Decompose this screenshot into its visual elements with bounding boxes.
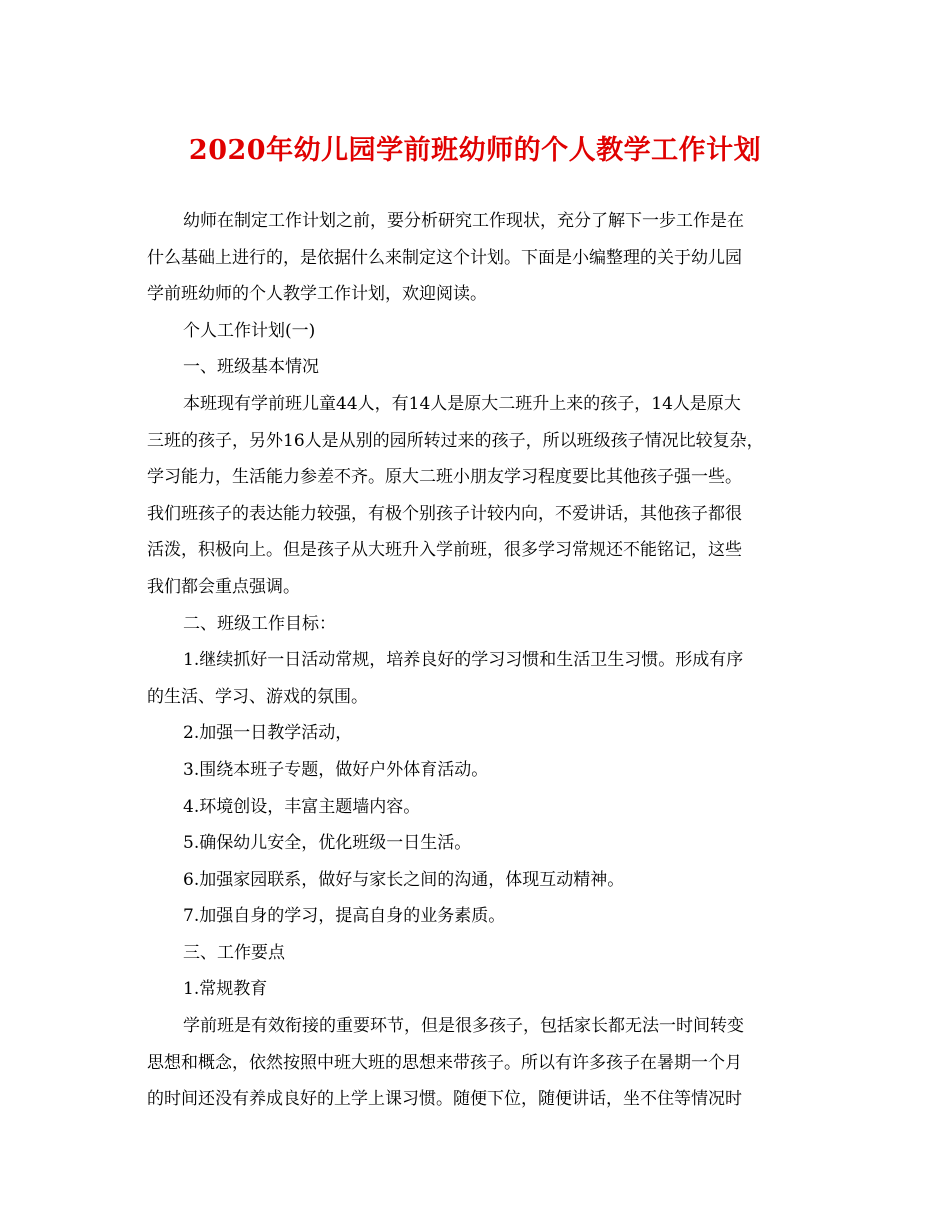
paragraph-line: 什么基础上进行的，是依据什么来制定这个计划。下面是小编整理的关于幼儿园	[147, 247, 742, 268]
document-title: 2020年幼儿园学前班幼师的个人教学工作计划	[188, 135, 762, 166]
subsection-heading: 1.常规教育	[183, 979, 268, 1000]
paragraph-line: 我们都会重点强调。	[147, 576, 300, 597]
document-body	[147, 203, 827, 1118]
list-item: 4.环境创设，丰富主题墙内容。	[183, 796, 421, 817]
list-item: 6.加强家园联系，做好与家长之间的沟通，体现互动精神。	[183, 869, 625, 890]
list-item: 7.加强自身的学习，提高自身的业务素质。	[183, 906, 506, 927]
paragraph-line: 学前班幼师的个人教学工作计划，欢迎阅读。	[147, 284, 487, 305]
paragraph-line: 活泼，积极向上。但是孩子从大班升入学前班，很多学习常规还不能铭记，这些	[147, 540, 742, 561]
paragraph-line: 学习能力，生活能力参差不齐。原大二班小朋友学习程度要比其他孩子强一些。	[147, 467, 742, 488]
paragraph-line: 思想和概念，依然按照中班大班的思想来带孩子。所以有许多孩子在暑期一个月	[147, 1052, 742, 1073]
list-item-continuation: 的生活、学习、游戏的氛围。	[147, 686, 368, 707]
list-item: 3.围绕本班子专题，做好户外体育活动。	[183, 759, 489, 780]
list-item: 1.继续抓好一日活动常规，培养良好的学习习惯和生活卫生习惯。形成有序	[183, 650, 744, 671]
section-heading: 三、工作要点	[183, 942, 285, 963]
section-heading: 个人工作计划(一)	[183, 320, 316, 341]
paragraph-line: 本班现有学前班儿童44人，有14人是原大二班升上来的孩子，14人是原大	[183, 393, 741, 414]
section-heading: 二、班级工作目标：	[183, 613, 336, 634]
section-heading: 一、班级基本情况	[183, 357, 319, 378]
paragraph-line: 幼师在制定工作计划之前，要分析研究工作现状，充分了解下一步工作是在	[183, 211, 744, 231]
paragraph-line: 三班的孩子，另外16人是从别的园所转过来的孩子，所以班级孩子情况比较复杂，	[147, 430, 764, 451]
paragraph-line: 的时间还没有养成良好的上学上课习惯。随便下位，随便讲话，坐不住等情况时	[147, 1089, 742, 1110]
paragraph-line: 学前班是有效衔接的重要环节，但是很多孩子，包括家长都无法一时间转变	[183, 1016, 744, 1037]
list-item: 2.加强一日教学活动，	[183, 723, 353, 744]
paragraph-line: 我们班孩子的表达能力较强，有极个别孩子计较内向，不爱讲话，其他孩子都很	[147, 503, 742, 524]
list-item: 5.确保幼儿安全，优化班级一日生活。	[183, 833, 472, 854]
